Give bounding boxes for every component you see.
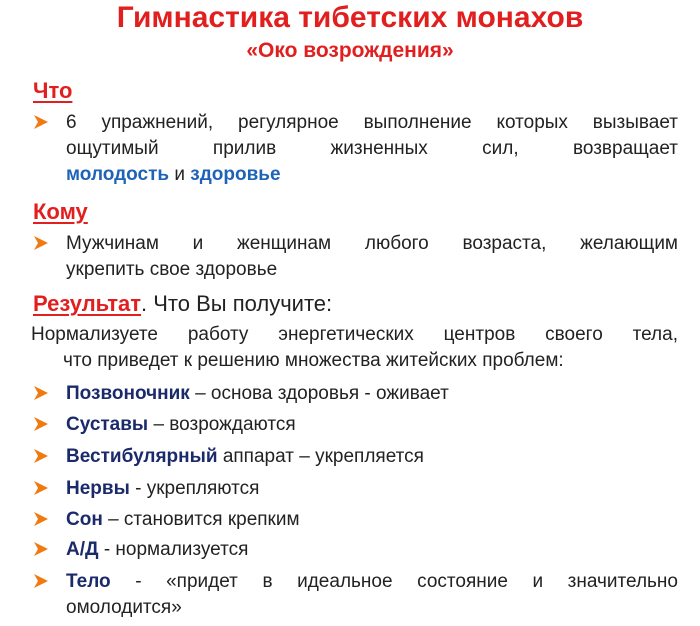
what-line2: ощутимый прилив жизненных сил, возвращает (66, 138, 678, 159)
term-youth: молодость (66, 164, 170, 185)
heading-result: Результат (33, 291, 142, 316)
term-spine: Позвоночник (66, 383, 190, 404)
list-item (33, 537, 678, 563)
bullet-text-what (66, 110, 678, 188)
result-intro-line1: Нормализуете работу энергетических центров своего тела, (31, 324, 678, 345)
arrow-bullet-icon (33, 573, 49, 589)
list-item-what (33, 110, 678, 190)
heading-what: Что (33, 78, 73, 103)
what-line1: 6 упражнений, регулярное выполнение которых вызывает (66, 112, 678, 133)
list-item (33, 444, 678, 470)
list-item-whom (33, 231, 678, 285)
result-item-desc: – становится крепким (102, 509, 300, 530)
list-item (33, 476, 678, 502)
result-item-desc: аппарат – укрепляется (217, 446, 424, 467)
term-body: Тело (66, 571, 111, 592)
result-item-text (66, 444, 678, 470)
list-item (33, 381, 678, 407)
result-item-desc: - укрепляются (129, 478, 260, 499)
arrow-bullet-icon (33, 416, 49, 432)
body-line1 (66, 569, 678, 595)
heading-whom: Кому (33, 199, 88, 224)
term-vestibular: Вестибулярный (66, 446, 218, 467)
list-item (33, 507, 678, 533)
arrow-bullet-icon (33, 385, 49, 401)
result-item-text (66, 476, 678, 502)
whom-line2: укрепить свое здоровье (66, 259, 278, 280)
heading-result-row (33, 291, 332, 317)
arrow-bullet-icon (33, 541, 49, 557)
term-nerves: Нервы (66, 478, 130, 499)
page-subtitle: «Око возрождения» (246, 39, 454, 62)
result-item-text (66, 412, 678, 438)
arrow-bullet-icon (33, 511, 49, 527)
arrow-bullet-icon (33, 448, 49, 464)
result-item-desc: – основа здоровья - оживает (189, 383, 449, 404)
what-connector: и (169, 164, 191, 185)
list-item (33, 569, 678, 623)
heading-result-suffix: . Что Вы получите: (141, 291, 333, 316)
term-joints: Суставы (66, 414, 149, 435)
term-sleep: Сон (66, 509, 103, 530)
result-item-desc: – возрождаются (148, 414, 296, 435)
body-line2: омолодится» (66, 597, 182, 618)
page-title: Гимнастика тибетских монахов (116, 1, 584, 34)
arrow-bullet-icon (33, 114, 49, 130)
bullet-text-whom (66, 231, 678, 283)
result-item-text (66, 381, 678, 407)
result-item-text (66, 537, 678, 563)
whom-line1: Мужчинам и женщинам любого возраста, желающим (66, 233, 678, 254)
result-item-text (66, 507, 678, 533)
term-blood-pressure: А/Д (66, 539, 99, 560)
result-intro-line2: что приведет к решению множества житейских проблем: (63, 350, 564, 371)
arrow-bullet-icon (33, 480, 49, 496)
result-intro (31, 322, 678, 374)
term-health: здоровье (190, 164, 281, 185)
body-line1-desc: - «придет в идеальное состояние и значительно (110, 571, 678, 592)
result-item-text (66, 569, 678, 621)
what-line3 (66, 162, 678, 188)
list-item (33, 412, 678, 438)
arrow-bullet-icon (33, 235, 49, 251)
result-item-desc: - нормализуется (98, 539, 249, 560)
